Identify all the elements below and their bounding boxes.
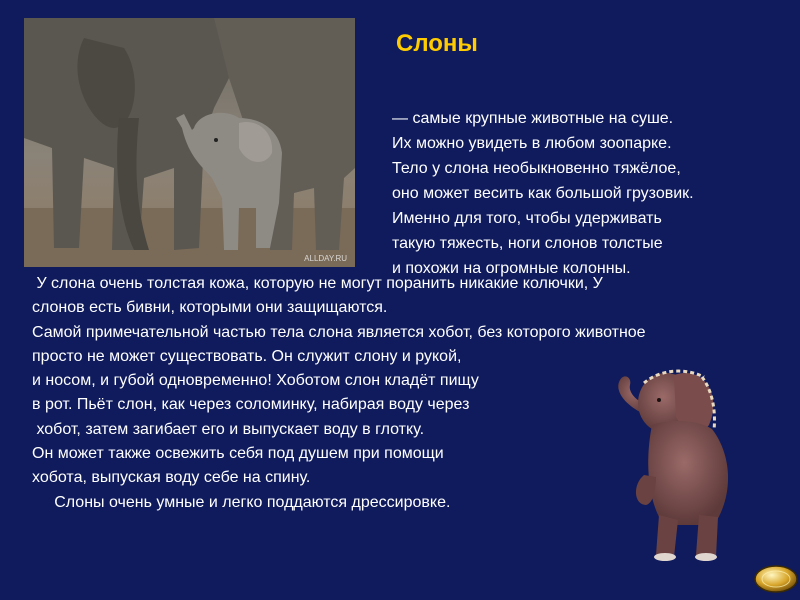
body-line: Он может также освежить себя под душем при помощи — [32, 445, 444, 463]
intro-line: такую тяжесть, ноги слонов толстые — [392, 235, 663, 252]
intro-line: — самые крупные животные на суше. — [392, 110, 674, 127]
gold-oval-next-button-icon — [753, 564, 799, 594]
body-line: Самой примечательной частью тела слона является хобот, без которого животное — [32, 323, 646, 341]
body-line: Слоны очень умные и легко поддаются дрессировке. — [32, 493, 451, 511]
intro-line: Их можно увидеть в любом зоопарке. — [392, 135, 672, 152]
slide-title: Слоны — [396, 30, 478, 57]
intro-line: Именно для того, чтобы удерживать — [392, 210, 662, 227]
elephant-family-photo — [24, 18, 355, 267]
photo-watermark: ALLDAY.RU — [304, 254, 347, 263]
body-line: просто не может существовать. Он служит слону и рукой, — [32, 347, 462, 365]
body-line: хобот, затем загибает его и выпускает воду в глотку. — [32, 420, 425, 438]
body-line: и носом, и губой одновременно! Хоботом слон кладёт пищу — [32, 372, 479, 390]
intro-line: оно может весить как большой грузовик. — [392, 185, 694, 202]
intro-line: Тело у слона необыкновенно тяжёлое, — [392, 160, 681, 177]
body-line: У слона очень толстая кожа, которую не могут поранить никакие колючки, У — [32, 275, 603, 292]
intro-paragraph — [392, 106, 792, 281]
body-line: в рот. Пьёт слон, как через соломинку, набирая воду через — [32, 396, 470, 414]
next-slide-button[interactable] — [753, 564, 799, 594]
body-line: слонов есть бивни, которыми они защищаются. — [32, 299, 388, 317]
intro-line: и похожи на огромные колонны. — [392, 260, 631, 277]
standing-elephant-icon — [604, 355, 754, 565]
body-line: хобота, выпуская воду себе на спину. — [32, 469, 311, 487]
